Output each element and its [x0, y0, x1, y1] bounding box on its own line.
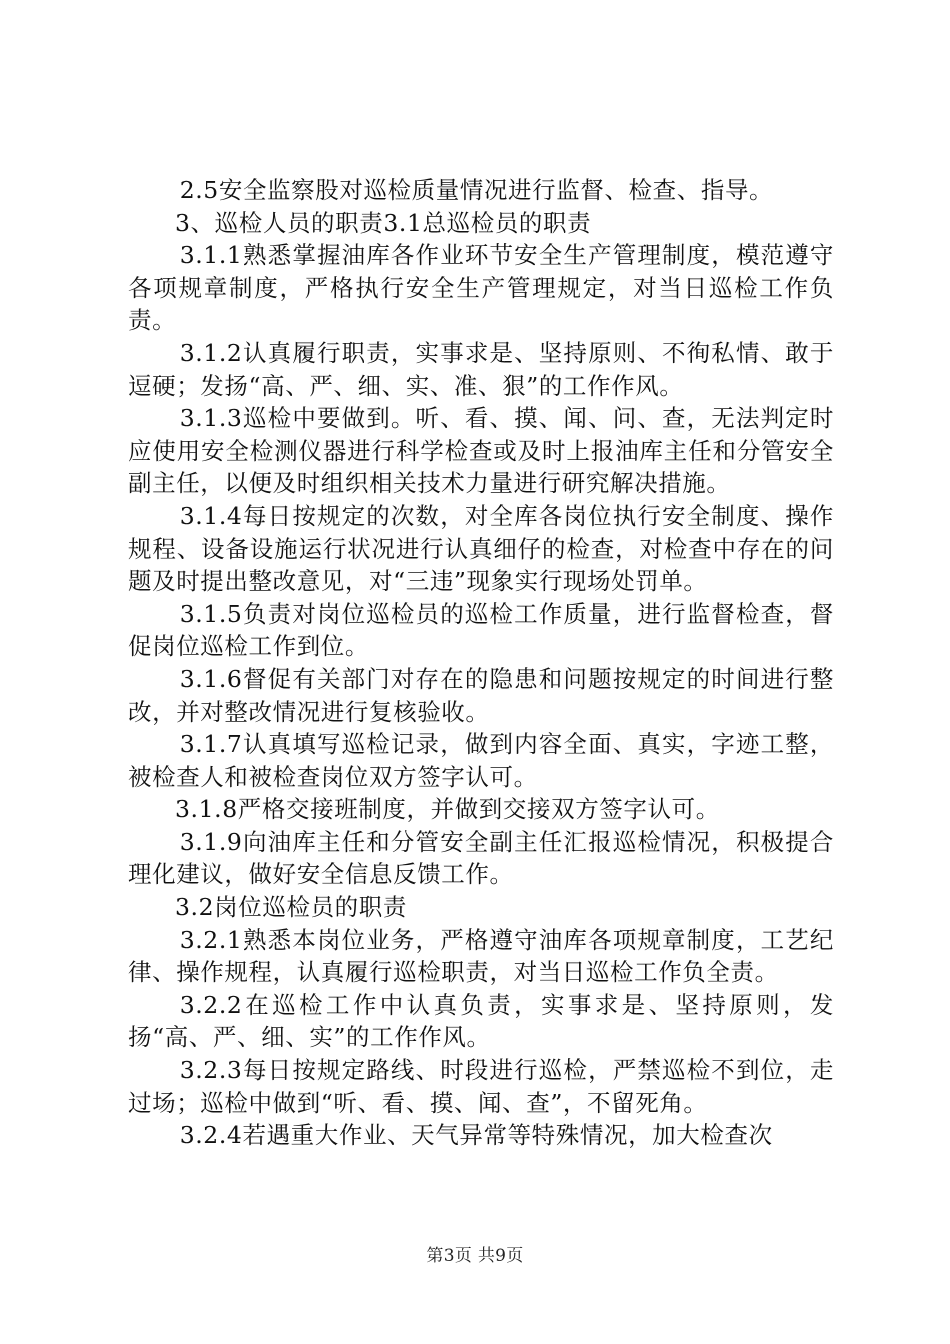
- paragraph-3-1-9: 3.1.9向油库主任和分管安全副主任汇报巡检情况，积极提合理化建议，做好安全信息反馈工作。: [128, 827, 834, 889]
- paragraph-3-2-1: 3.2.1熟悉本岗位业务，严格遵守油库各项规章制度，工艺纪律、操作规程，认真履行巡检职责，对当日巡检工作负全责。: [128, 925, 834, 987]
- paragraph-3-1-4: 3.1.4每日按规定的次数，对全库各岗位执行安全制度、操作规程、设备设施运行状况进行认真细仔的检查，对检查中存在的问题及时提出整改意见，对“三违”现象实行现场处罚单。: [128, 501, 834, 596]
- page-number-footer: 第3页 共9页: [426, 1246, 524, 1266]
- paragraph-3-1-8: 3.1.8严格交接班制度，并做到交接双方签字认可。: [175, 795, 720, 824]
- paragraph-3-1-1: 3.1.1熟悉掌握油库各作业环节安全生产管理制度，模范遵守各项规章制度，严格执行安全生产管理规定，对当日巡检工作负责。: [128, 241, 834, 335]
- paragraph-3-2-2: 3.2.2在巡检工作中认真负责，实事求是、坚持原则，发扬“高、严、细、实”的工作作风。: [128, 990, 834, 1052]
- paragraph-3-1-3: 3.1.3巡检中要做到。听、看、摸、闻、问、查，无法判定时应使用安全检测仪器进行科学检查或及时上报油库主任和分管安全副主任，以便及时组织相关技术力量进行研究解决措施。: [128, 404, 834, 498]
- paragraph-3-2-3: 3.2.3每日按规定路线、时段进行巡检，严禁巡检不到位，走过场；巡检中做到“听、看、摸、闻、查”，不留死角。: [128, 1056, 834, 1117]
- paragraph-3-2-4: 3.2.4若遇重大作业、天气异常等特殊情况，加大检查次: [179, 1121, 773, 1150]
- document-body: [128, 174, 834, 1152]
- paragraph-3-1-2: 3.1.2认真履行职责，实事求是、坚持原则、不徇私情、敢于逗硬；发扬“高、严、细、实、准、狠”的工作作风。: [128, 338, 834, 400]
- paragraph-3-1-5: 3.1.5负责对岗位巡检员的巡检工作质量，进行监督检查，督促岗位巡检工作到位。: [128, 599, 834, 661]
- paragraph-2-5: 2.5安全监察股对巡检质量情况进行监督、检查、指导。: [179, 176, 774, 204]
- paragraph-3-1-6: 3.1.6督促有关部门对存在的隐患和问题按规定的时间进行整改，并对整改情况进行复核验收。: [128, 664, 834, 726]
- paragraph-3-1-7: 3.1.7认真填写巡检记录，做到内容全面、真实，字迹工整，被检查人和被检查岗位双方签字认可。: [128, 730, 834, 791]
- section-heading-3-2: 3.2岗位巡检员的职责: [175, 893, 407, 922]
- section-heading-3: 3、巡检人员的职责3.1总巡检员的职责: [175, 208, 592, 237]
